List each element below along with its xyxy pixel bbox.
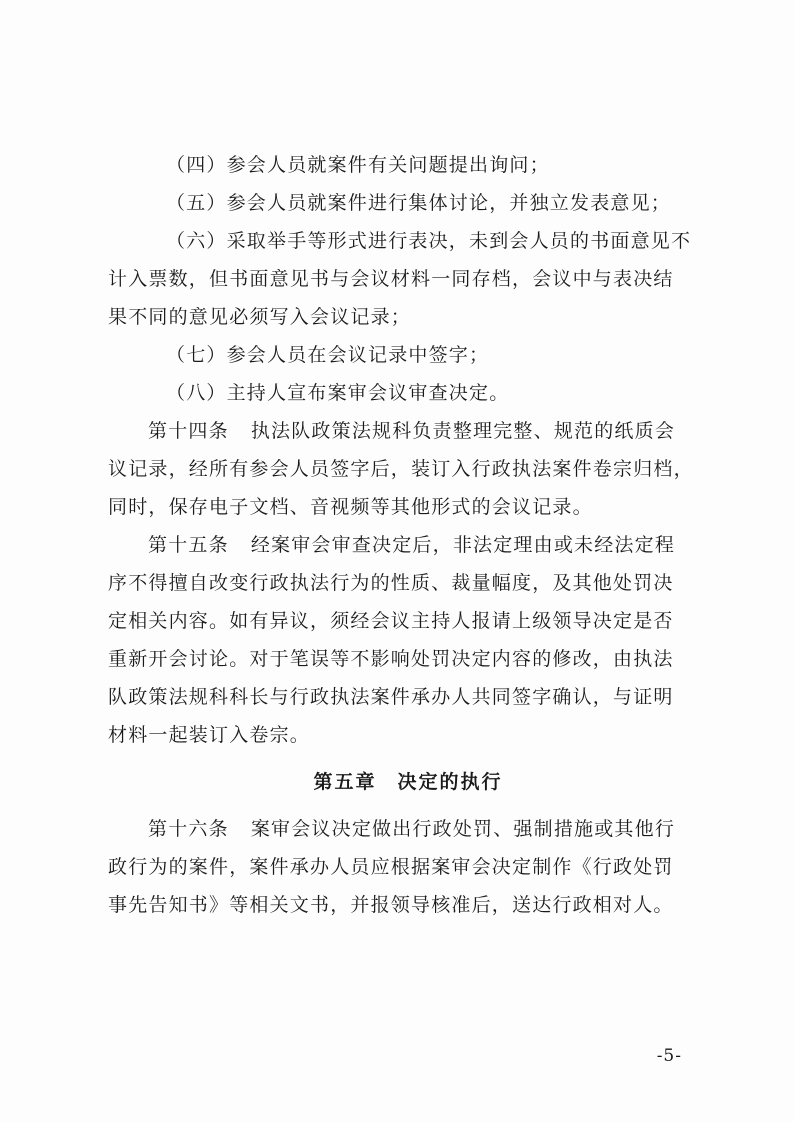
article-16-line-3: 事先告知书》等相关文书，并报领导核准后，送达行政相对人。: [108, 894, 674, 916]
item-5: （五）参会人员就案件进行集体讨论，并独立发表意见；: [166, 192, 672, 214]
page-number: -5-: [656, 1046, 682, 1066]
article-14-label: 第十四条: [148, 420, 229, 442]
item-6-line-3: 果不同的意见必须写入会议记录；: [108, 306, 412, 328]
article-16-line-1: [108, 810, 708, 848]
article-15-line-3: 定相关内容。如有异议，须经会议主持人报请上级领导决定是否: [108, 610, 674, 632]
article-15-line-6: 材料一起装订入卷宗。: [108, 724, 311, 746]
document-body: [108, 146, 708, 924]
item-7: （七）参会人员在会议记录中签字；: [166, 344, 490, 366]
article-15-line-5: 队政策法规科科长与行政执法案件承办人共同签字确认，与证明: [108, 686, 674, 708]
article-14-text: 执法队政策法规科负责整理完整、规范的纸质会: [250, 420, 676, 442]
article-16-text: 案审会议决定做出行政处罚、强制措施或其他行: [250, 818, 676, 840]
chapter-5-heading: 第五章 决定的执行: [313, 771, 503, 793]
article-15-line-1: [108, 526, 708, 564]
item-4: （四）参会人员就案件有关问题提出询问；: [166, 154, 550, 176]
article-15-line-2: 序不得擅自改变行政执法行为的性质、裁量幅度，及其他处罚决: [108, 572, 674, 594]
item-6-line-1: （六）采取举手等形式进行表决，未到会人员的书面意见不: [166, 230, 692, 252]
article-14-line-1: [108, 412, 708, 450]
article-14-line-3: 同时，保存电子文档、音视频等其他形式的会议记录。: [108, 496, 593, 518]
item-8: （八）主持人宣布案审会议审查决定。: [166, 382, 510, 404]
article-16-label: 第十六条: [148, 818, 229, 840]
article-14-line-2: 议记录，经所有参会人员签字后，装订入行政执法案件卷宗归档，: [108, 458, 694, 480]
article-15-text: 经案审会审查决定后，非法定理由或未经法定程: [250, 534, 676, 556]
article-15-line-4: 重新开会讨论。对于笔误等不影响处罚决定内容的修改，由执法: [108, 648, 674, 670]
article-15-label: 第十五条: [148, 534, 229, 556]
article-16-line-2: 政行为的案件，案件承办人员应根据案审会决定制作《行政处罚: [108, 856, 674, 878]
item-6-line-2: 计入票数，但书面意见书与会议材料一同存档，会议中与表决结: [108, 268, 674, 290]
